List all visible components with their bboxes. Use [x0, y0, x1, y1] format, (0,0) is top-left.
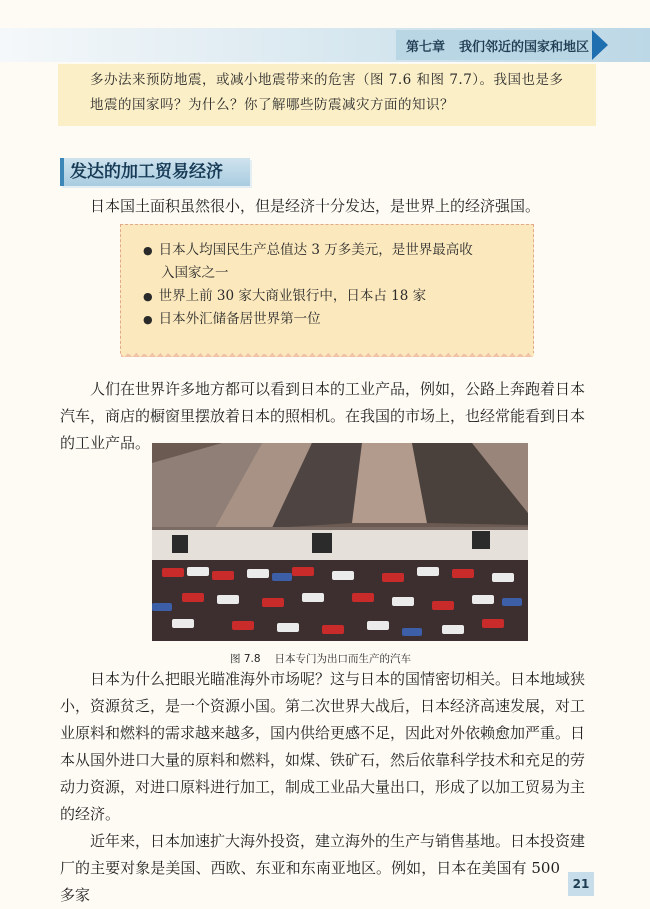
- fact-item: [143, 239, 523, 284]
- figure-caption-text: 日本专门为出口而生产的汽车: [274, 653, 412, 665]
- paragraph: 的经济。: [60, 805, 121, 823]
- paragraph: 人们在世界许多地方都可以看到日本的工业产品，例如，公路上奔跑着日本: [90, 380, 586, 398]
- page-number: 21: [568, 872, 594, 896]
- paragraph: 近年来，日本加速扩大海外投资，建立海外的生产与销售基地。日本投资建: [90, 832, 586, 850]
- paragraph: 本从国外进口大量的原料和燃料，如煤、铁矿石，然后依靠科学技术和充足的劳: [60, 751, 586, 769]
- paragraph: 业原料和燃料的需求越来越多，国内供给更感不足，因此对外依赖愈加严重。日: [60, 724, 586, 742]
- paragraph: 小，资源贫乏，是一个资源小国。第二次世界大战后，日本经济高速发展，对工: [60, 697, 586, 715]
- section-title: 发达的加工贸易经济: [60, 158, 250, 186]
- paragraph: 厂的主要对象是美国、西欧、东亚和东南亚地区。例如，日本在美国有 500 多家: [60, 859, 560, 904]
- fact-text: 世界上前 30 家大商业银行中，日本占 18 家: [158, 288, 427, 304]
- fact-item: [143, 308, 523, 331]
- fact-text: 日本外汇储备居世界第一位: [158, 311, 321, 327]
- facts-card: [120, 224, 534, 354]
- paragraph: 动力资源，对进口原料进行加工，制成工业品大量出口，形成了以加工贸易为主: [60, 778, 586, 796]
- intro-line: 地震的国家吗？为什么？你了解哪些防震减灾方面的知识？: [90, 97, 454, 113]
- bullet-icon: ●: [143, 244, 153, 257]
- chapter-title: 我们邻近的国家和地区: [459, 39, 590, 55]
- intro-box: [58, 64, 596, 126]
- bullet-icon: ●: [143, 290, 153, 303]
- chevron-right-icon: [592, 30, 608, 60]
- paragraph: 的工业产品。: [60, 434, 151, 452]
- paragraph: 日本国土面积虽然很小，但是经济十分发达，是世界上的经济强国。: [90, 197, 541, 215]
- fact-item: [143, 285, 523, 308]
- paragraph: 汽车，商店的橱窗里摆放着日本的照相机。在我国的市场上，也经常能看到日本: [60, 407, 586, 425]
- export-cars-photo: [152, 443, 528, 641]
- intro-line: 多办法来预防地震，或减小地震带来的危害（图 7.6 和图 7.7）。我国也是多: [90, 72, 564, 88]
- bullet-icon: ●: [143, 313, 153, 326]
- torn-edge: [120, 353, 534, 361]
- paragraph: 日本为什么把眼光瞄准海外市场呢？这与日本的国情密切相关。日本地域狭: [90, 670, 586, 688]
- chapter-header: [396, 30, 592, 60]
- figure-number: 图 7.8: [230, 653, 261, 665]
- figure-caption: [230, 651, 411, 666]
- chapter-number: 第七章: [406, 39, 446, 55]
- fact-text: 入国家之一: [161, 265, 229, 281]
- fact-text: 日本人均国民生产总值达 3 万多美元，是世界最高收: [158, 242, 473, 258]
